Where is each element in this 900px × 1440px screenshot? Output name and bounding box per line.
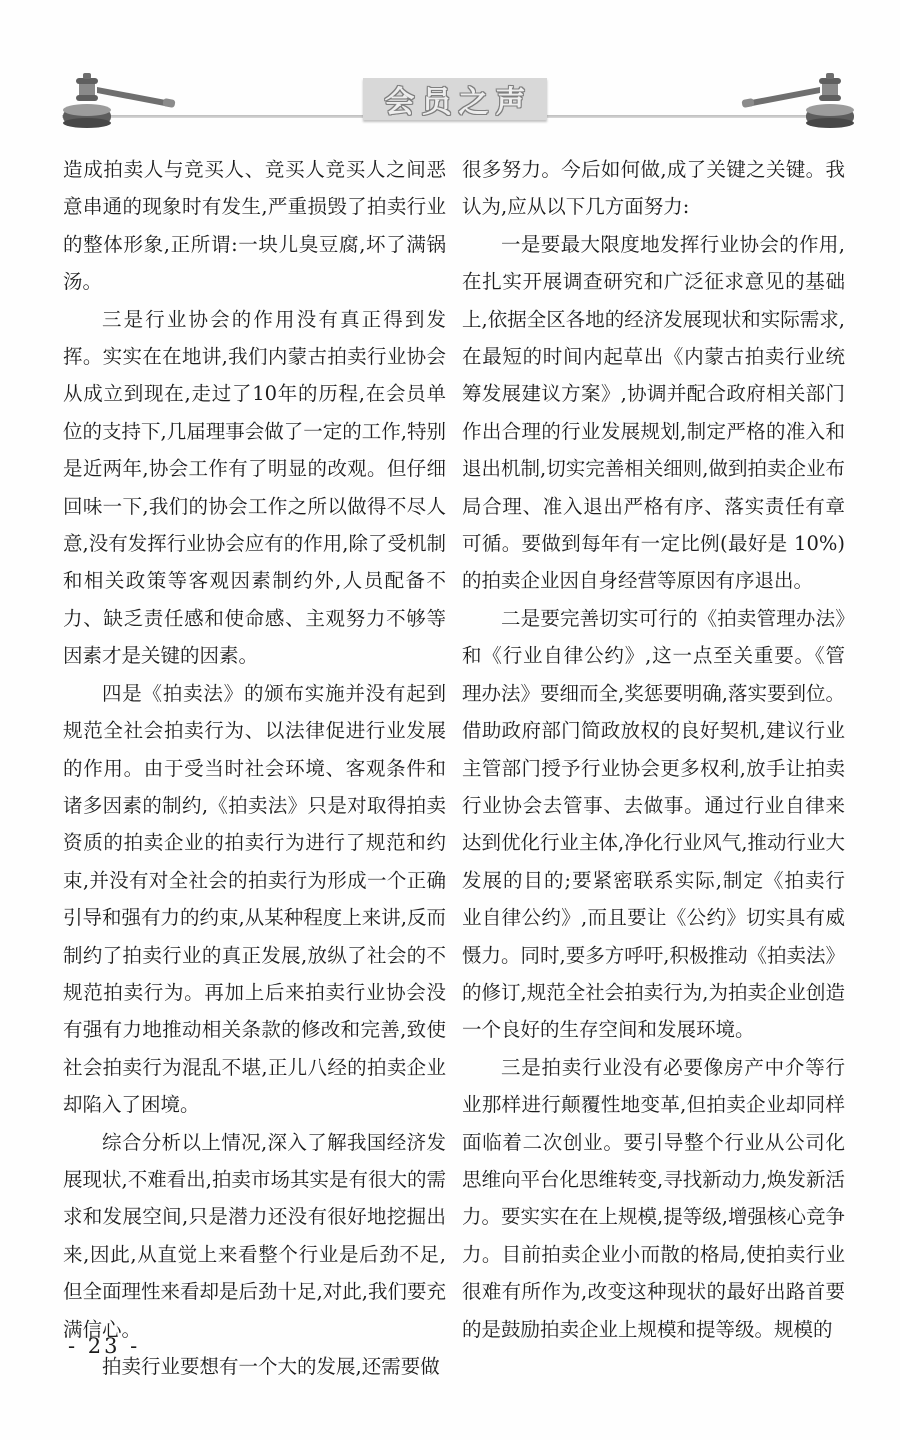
paragraph: 二是要完善切实可行的《拍卖管理办法》和《行业自律公约》,这一点至关重要。《管理办法》要细而全,奖惩要明确,落实要到位。借助政府部门简政放权的良好契机,建议行业主管部门授予行业协会更多权利,放手让拍卖行业协会去管事、去做事。通过行业自律来达到优化行业主体,净化行业风气,推动行业大发展的目的;要紧密联系实际,制定《拍卖行业自律公约》,而且要让《公约》切实具有威慑力。同时,要多方呼吁,积极推动《拍卖法》的修订,规范全社会拍卖行为,为拍卖企业创造一个良好的生存空间和发展环境。 [462,606,845,1042]
paragraph: 一是要最大限度地发挥行业协会的作用,在扎实开展调查研究和广泛征求意见的基础上,依据全区各地的经济发展现状和实际需求,在最短的时间内起草出《内蒙古拍卖行业统筹发展建议方案》,协调并配合政府相关部门作出合理的行业发展规划,制定严格的准入和退出机制,切实完善相关细则,做到拍卖企业布局合理、准入退出严格有序、落实责任有章可循。要做到每年有一定比例(最好是 10%)的拍卖企业因自身经营等原因有序退出。 [462,232,845,593]
paragraph: 很多努力。今后如何做,成了关键之关键。我认为,应从以下几方面努力: [462,158,845,219]
gavel-icon [734,72,862,130]
paragraph: 综合分析以上情况,深入了解我国经济发展现状,不难看出,拍卖市场其实是有很大的需求和发展空间,只是潜力还没有很好地挖掘出来,因此,从直觉上来看整个行业是后劲不足,但全面理性来看却是后劲十足,对此,我们要充满信心。 [63,1130,446,1341]
left-column [63,151,446,1385]
page-number: - 23 - [68,1334,141,1358]
paragraph: 三是行业协会的作用没有真正得到发挥。实实在在地讲,我们内蒙古拍卖行业协会从成立到现在,走过了10年的历程,在会员单位的支持下,几届理事会做了一定的工作,特别是近两年,协会工作有了明显的改观。但仔细回味一下,我们的协会工作之所以做得不尽人意,没有发挥行业协会应有的作用,除了受机制和相关政策等客观因素制约外,人员配备不力、缺乏责任感和使命感、主观努力不够等因素才是关键的因素。 [63,307,446,668]
paragraph: 拍卖行业要想有一个大的发展,还需要做 [102,1355,440,1378]
section-title: 会员之声 [384,85,533,120]
gavel-icon [55,72,183,130]
section-title-box [363,78,547,120]
paragraph: 四是《拍卖法》的颁布实施并没有起到规范全社会拍卖行为、以法律促进行业发展的作用。由于受当时社会环境、客观条件和诸多因素的制约,《拍卖法》只是对取得拍卖资质的拍卖企业的拍卖行为进行了规范和约束,并没有对全社会的拍卖行为形成一个正确引导和强有力的约束,从某种程度上来讲,反而制约了拍卖行业的真正发展,放纵了社会的不规范拍卖行为。再加上后来拍卖行业协会没有强有力地推动相关条款的修改和完善,致使社会拍卖行为混乱不堪,正儿八经的拍卖企业却陷入了困境。 [63,681,446,1117]
article-body [63,151,845,1385]
paragraph: 造成拍卖人与竞买人、竞买人竞买人之间恶意串通的现象时有发生,严重损毁了拍卖行业的整体形象,正所谓:一块儿臭豆腐,坏了满锅汤。 [63,158,446,294]
paragraph: 三是拍卖行业没有必要像房产中介等行业那样进行颠覆性地变革,但拍卖企业却同样面临着二次创业。要引导整个行业从公司化思维向平台化思维转变,寻找新动力,焕发新活力。要实实在在上规模,提等级,增强核心竞争力。目前拍卖企业小而散的格局,使拍卖行业很难有所作为,改变这种现状的最好出路首要的是鼓励拍卖企业上规模和提等级。规模的 [462,1055,845,1341]
right-column [462,151,845,1385]
